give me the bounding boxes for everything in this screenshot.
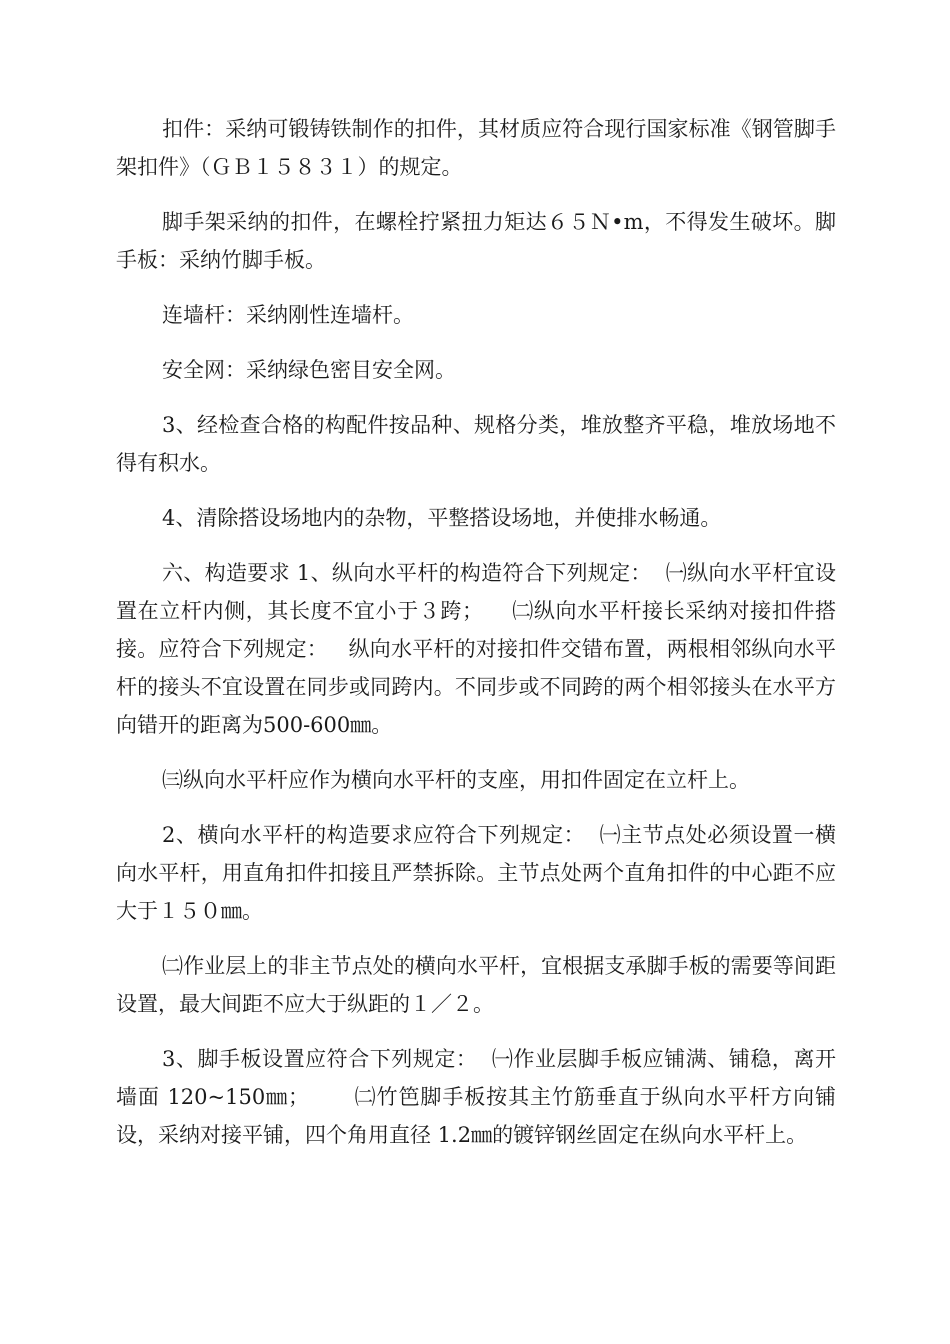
paragraph-transverse-bar-spacing: ㈡作业层上的非主节点处的横向水平杆，宜根据支承脚手板的需要等间距设置，最大间距不应大于纵距的１／２。 [116,954,836,1016]
paragraph-fastener-torque: 脚手架采纳的扣件，在螺栓拧紧扭力矩达６５Ｎ•m，不得发生破坏。脚手板：采纳竹脚手板。 [116,210,836,272]
paragraph-wall-ties: 连墙杆：采纳刚性连墙杆。 [162,303,414,327]
paragraph-transverse-bars: 2、横向水平杆的构造要求应符合下列规定： ㈠主节点处必须设置一横向水平杆，用直角扣件扣接且严禁拆除。主节点处两个直角扣件的中心距不应大于１５０㎜。 [116,823,836,923]
paragraph-fasteners: 扣件：采纳可锻铸铁制作的扣件，其材质应符合现行国家标准《钢管脚手架扣件》（ＧＢ１５８３１）的规定。 [116,117,836,179]
paragraph-longitudinal-bar-support: ㈢纵向水平杆应作为横向水平杆的支座，用扣件固定在立杆上。 [162,768,750,792]
document-page [116,110,836,1171]
paragraph-safety-net: 安全网：采纳绿色密目安全网。 [162,358,456,382]
paragraph-item-3-storage: 3、经检查合格的构配件按品种、规格分类，堆放整齐平稳，堆放场地不得有积水。 [116,413,836,475]
paragraph-scaffold-boards: 3、脚手板设置应符合下列规定： ㈠作业层脚手板应铺满、铺稳，离开墙面 120~150㎜； ㈡竹笆脚手板按其主竹筋垂直于纵向水平杆方向铺设，采纳对接平铺，四个角用直径 1.2㎜的镀锌钢丝固定在纵向水平杆上。 [116,1047,836,1147]
paragraph-section-6-longitudinal-bars: 六、构造要求 1、纵向水平杆的构造符合下列规定： ㈠纵向水平杆宜设置在立杆内侧，其长度不宜小于３跨； ㈡纵向水平杆接长采纳对接扣件搭接。应符合下列规定： 纵向水平杆的对接扣件交错布置，两根相邻纵向水平杆的接头不宜设置在同步或同跨内。不同步或不同跨的两个相邻接头在水平方向错开的距离为500-600㎜。 [116,561,836,737]
paragraph-item-4-site-clearing: 4、清除搭设场地内的杂物，平整搭设场地，并使排水畅通。 [162,506,722,530]
